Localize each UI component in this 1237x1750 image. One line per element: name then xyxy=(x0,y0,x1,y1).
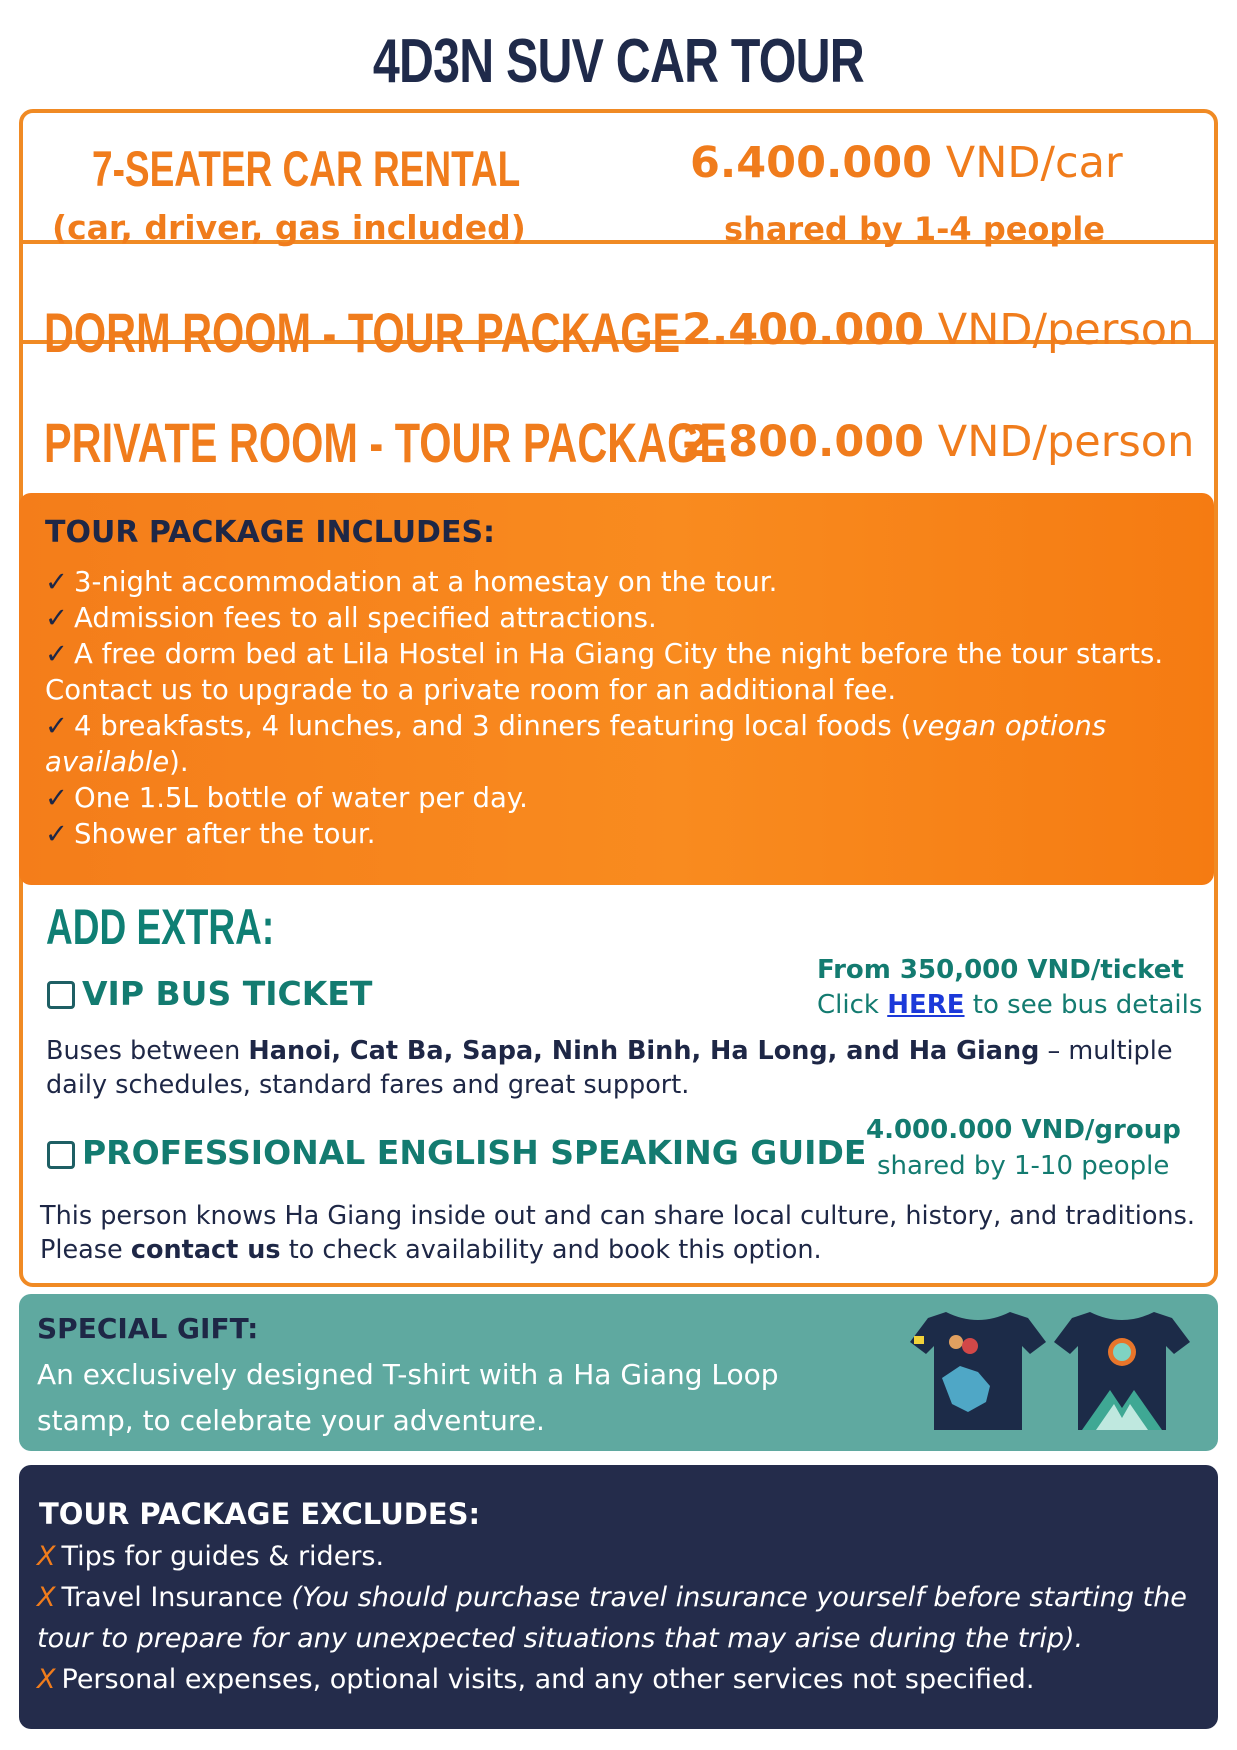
list-item: X Personal expenses, optional visits, and any other services not specified. xyxy=(37,1664,1035,1695)
check-icon: ✓ xyxy=(45,566,69,598)
add-extra-title: ADD EXTRA: xyxy=(46,899,275,955)
list-item: ✓ One 1.5L bottle of water per day. xyxy=(45,782,528,814)
gift-text: An exclusively designed T-shirt with a Ha Giang Loop stamp, to celebrate your adventure. xyxy=(37,1358,779,1437)
vip-bus-label: VIP BUS TICKET xyxy=(82,974,373,1013)
gift-title: SPECIAL GIFT: xyxy=(37,1312,259,1345)
bus-details-line: Click HERE to see bus details xyxy=(817,990,1203,1020)
private-package-label: PRIVATE ROOM - TOUR PACKAGE xyxy=(44,411,728,474)
vip-bus-checkbox[interactable] xyxy=(47,981,75,1009)
tshirt-front-image xyxy=(908,1308,1048,1433)
check-icon: ✓ xyxy=(45,638,69,670)
list-item: ✓ A free dorm bed at Lila Hostel in Ha Giang City the night before the tour starts. Contact us to upgrade to a private room for an additional fee. xyxy=(45,638,1164,706)
cross-icon: X xyxy=(37,1664,56,1695)
list-item: X Tips for guides & riders. xyxy=(37,1541,385,1572)
excludes-list xyxy=(37,1536,1197,1700)
vip-bus-description: Buses between Hanoi, Cat Ba, Sapa, Ninh Binh, Ha Long, and Ha Giang – multiple daily schedules, standard fares and great support. xyxy=(46,1036,1173,1100)
dorm-price-unit: VND/person xyxy=(937,305,1195,355)
private-price-value: 2.800.000 xyxy=(682,417,925,467)
guide-price: 4.000.000 VND/group xyxy=(866,1115,1181,1145)
check-icon: ✓ xyxy=(45,818,69,850)
cross-icon: X xyxy=(37,1582,56,1613)
car-price-unit: VND/car xyxy=(945,138,1123,188)
dorm-package-label: DORM ROOM - TOUR PACKAGE xyxy=(44,301,681,364)
guide-shared-note: shared by 1-10 people xyxy=(877,1151,1170,1181)
page-title: 4D3N SUV CAR TOUR xyxy=(372,27,864,96)
guide-checkbox[interactable] xyxy=(47,1141,75,1169)
list-item: X Travel Insurance (You should purchase travel insurance yourself before starting the tour to prepare for any unexpected situations that may arise during the trip). xyxy=(37,1582,1187,1654)
car-rental-sublabel: (car, driver, gas included) xyxy=(52,208,526,247)
vip-bus-price: From 350,000 VND/ticket xyxy=(817,955,1184,985)
list-item: ✓ Admission fees to all specified attractions. xyxy=(45,602,657,634)
list-item: ✓ 3-night accommodation at a homestay on the tour. xyxy=(45,566,778,598)
list-item: ✓ 4 breakfasts, 4 lunches, and 3 dinners featuring local foods (vegan options available). xyxy=(45,710,1107,778)
includes-title: TOUR PACKAGE INCLUDES: xyxy=(45,515,496,550)
dorm-price-value: 2.400.000 xyxy=(682,305,925,355)
car-rental-label: 7-SEATER CAR RENTAL xyxy=(92,141,521,197)
list-item: ✓ Shower after the tour. xyxy=(45,818,376,850)
check-icon: ✓ xyxy=(45,782,69,814)
includes-list xyxy=(45,564,1195,852)
car-rental-price xyxy=(690,138,1123,188)
guide-description: This person knows Ha Giang inside out and can share local culture, history, and traditions. Please contact us to check availability and book this option. xyxy=(40,1201,1195,1265)
guide-label: PROFESSIONAL ENGLISH SPEAKING GUIDE xyxy=(82,1133,867,1172)
dorm-package-price xyxy=(682,305,1194,355)
bus-details-link[interactable]: HERE xyxy=(887,990,965,1020)
cross-icon: X xyxy=(37,1541,56,1572)
check-icon: ✓ xyxy=(45,602,69,634)
private-price-unit: VND/person xyxy=(937,417,1195,467)
car-shared-note: shared by 1-4 people xyxy=(724,210,1105,248)
car-price-value: 6.400.000 xyxy=(690,138,933,188)
excludes-title: TOUR PACKAGE EXCLUDES: xyxy=(39,1497,481,1531)
private-package-price xyxy=(682,417,1194,467)
check-icon: ✓ xyxy=(45,710,69,742)
tshirt-back-image xyxy=(1052,1308,1192,1433)
